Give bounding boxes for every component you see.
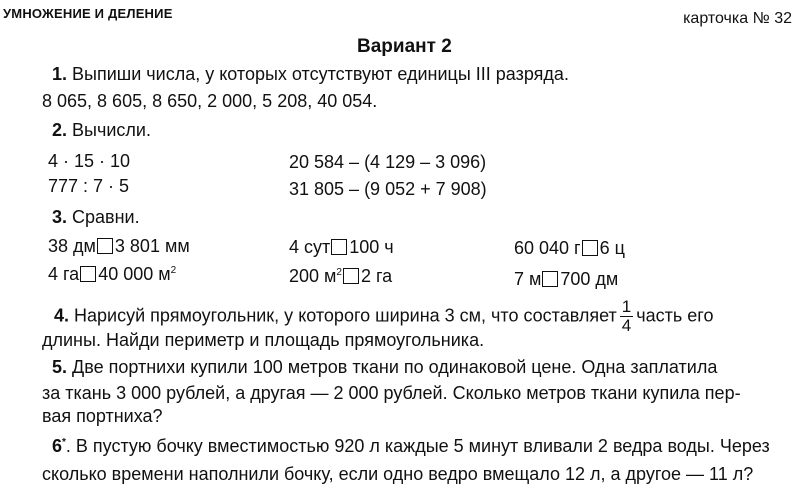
task6-number: 6 bbox=[52, 436, 63, 456]
fraction: $\frac{1}{4}$ bbox=[621, 297, 632, 335]
task6-line1: 6*. В пустую бочку вместимостью 920 л каждые 5 минут вливали 2 ведра воды. Через bbox=[52, 436, 770, 456]
task2-line bbox=[52, 120, 151, 141]
task5-line1: 5. Две портнихи купили 100 метров ткани по одинаковой цене. Одна заплатила bbox=[52, 357, 718, 377]
task3-line bbox=[52, 207, 140, 228]
task4-line2: длины. Найди периметр и площадь прямоугольника. bbox=[42, 330, 485, 350]
task2-expr-4: 31 805 – (9 052 + 7 908) bbox=[289, 179, 487, 199]
task5-line3: вая портниха? bbox=[42, 406, 163, 426]
card-number: карточка № 32 bbox=[683, 10, 792, 27]
task5-number: 5. bbox=[52, 357, 68, 377]
answer-box[interactable] bbox=[582, 240, 598, 256]
answer-box[interactable] bbox=[97, 238, 113, 254]
compare-item: 38 дм 3 801 мм bbox=[48, 236, 190, 256]
task2-expr-1: 4 · 15 · 10 bbox=[48, 151, 131, 171]
compare-item: 7 м 700 дм bbox=[514, 269, 619, 289]
task5-line2: за ткань 3 000 рублей, а другая — 2 000 рублей. Сколько метров ткани купила пер- bbox=[42, 383, 741, 403]
variant-title: Вариант 2 bbox=[357, 36, 452, 57]
topic-title: УМНОЖЕНИЕ И ДЕЛЕНИЕ bbox=[3, 6, 173, 21]
compare-item: 60 040 г 6 ц bbox=[514, 238, 625, 258]
task4-line1: 4. Нарисуй прямоугольник, у которого ширина 3 см, что составляет $\frac{1}{4}$ часть его bbox=[54, 297, 714, 335]
task3-text: Сравни. bbox=[72, 207, 140, 227]
compare-item: 4 сут 100 ч bbox=[289, 237, 394, 257]
task6-star: * bbox=[62, 437, 66, 448]
task1-text: Выпиши числа, у которых отсутствуют единицы III разряда. bbox=[72, 64, 569, 84]
task2-text: Вычисли. bbox=[72, 120, 151, 140]
compare-item: 4 га 40 000 $м^2$ bbox=[48, 264, 177, 284]
answer-box[interactable] bbox=[542, 271, 558, 287]
task3-number: 3. bbox=[52, 207, 68, 227]
answer-box[interactable] bbox=[331, 239, 347, 255]
task1-line bbox=[52, 64, 569, 85]
task4-number: 4. bbox=[54, 305, 70, 326]
task1-number: 1. bbox=[52, 64, 68, 84]
task2-expr-2: 777 : 7 · 5 bbox=[48, 176, 130, 196]
task2-number: 2. bbox=[52, 120, 68, 140]
answer-box[interactable] bbox=[343, 268, 359, 284]
task6-line2: сколько времени наполнили бочку, если одно ведро вмещало 12 л, а другое — 11 л? bbox=[42, 464, 754, 484]
task2-expr-3: 20 584 – (4 129 – 3 096) bbox=[289, 152, 487, 172]
compare-item: 200 $м^2$ 2 га bbox=[289, 266, 393, 286]
answer-box[interactable] bbox=[80, 266, 96, 282]
task1-numbers: 8 065, 8 605, 8 650, 2 000, 5 208, 40 054. bbox=[42, 91, 378, 111]
